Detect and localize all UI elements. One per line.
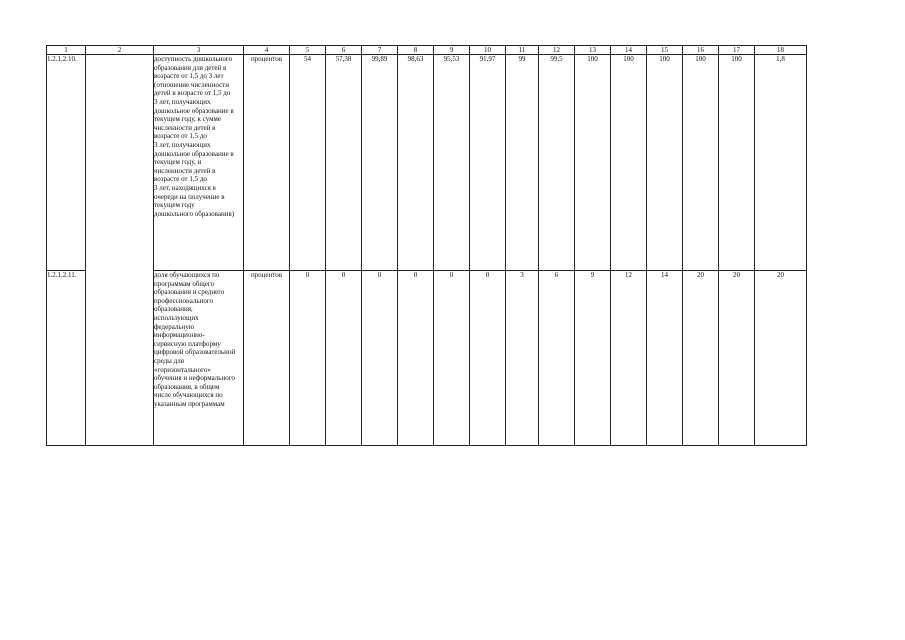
table-row xyxy=(47,55,807,271)
table-row xyxy=(47,271,807,446)
description-line: доступность дошкольного xyxy=(154,55,233,63)
value-cell: 99,89 xyxy=(362,55,398,271)
description-line: цифровой образовательной xyxy=(154,348,236,357)
empty-column-2 xyxy=(86,55,154,446)
value-cell: 99,5 xyxy=(539,55,575,271)
value-cell: 14 xyxy=(647,271,683,446)
value-cell: 57,38 xyxy=(326,55,362,271)
value-cell: 0 xyxy=(434,271,470,446)
column-header: 18 xyxy=(755,46,807,55)
description-line: текущем году xyxy=(154,201,195,210)
column-header: 7 xyxy=(362,46,398,55)
value-cell: 0 xyxy=(290,271,326,446)
value-cell: 20 xyxy=(683,271,719,446)
description-line: 3 лет, находящихся в xyxy=(154,183,216,192)
description-line: дошкольное образование в xyxy=(154,106,234,115)
value-cell: 99 xyxy=(506,55,539,271)
column-header: 15 xyxy=(647,46,683,55)
column-header: 10 xyxy=(470,46,506,55)
column-header: 8 xyxy=(398,46,434,55)
column-header: 6 xyxy=(326,46,362,55)
header-row xyxy=(47,46,807,55)
column-header: 9 xyxy=(434,46,470,55)
description-line: очереди на получение в xyxy=(154,192,225,201)
value-cell: 12 xyxy=(611,271,647,446)
description-line: профессионального xyxy=(154,296,214,305)
row-description xyxy=(154,55,244,271)
description-line: дошкольное образование в xyxy=(154,149,234,158)
column-header: 4 xyxy=(244,46,290,55)
indicators-table xyxy=(46,45,807,446)
description-line: образования, в общем xyxy=(154,382,220,391)
value-cell: 100 xyxy=(683,55,719,271)
column-header: 2 xyxy=(86,46,154,55)
column-header: 13 xyxy=(575,46,611,55)
description-line: возрасте от 1,5 до xyxy=(154,132,207,141)
column-header: 17 xyxy=(719,46,755,55)
description-line: возрасте от 1,5 до 3 лет xyxy=(154,72,224,81)
value-cell: 0 xyxy=(362,271,398,446)
description-line: образования и среднего xyxy=(154,288,225,297)
description-line: возрасте от 1,5 до xyxy=(154,175,207,184)
description-line: дошкольного образования) xyxy=(154,209,235,218)
column-header: 1 xyxy=(47,46,86,55)
description-line: текущем году, к сумме xyxy=(154,115,222,124)
column-header: 3 xyxy=(154,46,244,55)
description-line: численности детей в xyxy=(154,123,216,132)
value-cell: 0 xyxy=(326,271,362,446)
description-line: текущем году, и xyxy=(154,158,202,167)
description-line: 3 лет, получающих xyxy=(154,97,211,106)
description-line: доля обучающихся по xyxy=(154,271,220,279)
description-line: указанным программам xyxy=(154,399,225,408)
description-line: образования для детей в xyxy=(154,63,227,72)
description-line: сервисную платформу xyxy=(154,339,221,348)
column-header: 14 xyxy=(611,46,647,55)
description-line: численности детей в xyxy=(154,166,216,175)
value-cell: 100 xyxy=(575,55,611,271)
row-code: 1.2.1.2.11. xyxy=(47,271,86,446)
row-unit: процентов xyxy=(244,271,290,446)
value-cell: 20 xyxy=(719,271,755,446)
value-cell: 91,97 xyxy=(470,55,506,271)
column-header: 16 xyxy=(683,46,719,55)
description-line: федеральную xyxy=(154,322,195,331)
value-cell: 54 xyxy=(290,55,326,271)
description-line: числе обучающихся по xyxy=(154,391,223,400)
description-line: информационно- xyxy=(154,331,205,340)
value-cell: 100 xyxy=(719,55,755,271)
description-line: 3 лет, получающих xyxy=(154,140,211,149)
description-line: образования, xyxy=(154,305,193,314)
description-line: программам общего xyxy=(154,279,215,288)
value-cell: 0 xyxy=(398,271,434,446)
value-cell: 100 xyxy=(647,55,683,271)
value-cell: 6 xyxy=(539,271,575,446)
description-line: среды для xyxy=(154,356,184,365)
value-cell: 20 xyxy=(755,271,807,446)
column-header: 5 xyxy=(290,46,326,55)
value-cell: 9 xyxy=(575,271,611,446)
description-line: обучения и неформального xyxy=(154,374,235,383)
column-header: 11 xyxy=(506,46,539,55)
value-cell: 0 xyxy=(470,271,506,446)
description-line: «горизонтального» xyxy=(154,365,211,374)
row-code: 1.2.1.2.10. xyxy=(47,55,86,271)
description-line: (отношение численности xyxy=(154,80,229,89)
value-cell: 98,63 xyxy=(398,55,434,271)
description-line: детей в возрасте от 1,5 до xyxy=(154,89,231,98)
description-line: использующих xyxy=(154,313,199,322)
column-header: 12 xyxy=(539,46,575,55)
value-cell: 100 xyxy=(611,55,647,271)
value-cell: 3 xyxy=(506,271,539,446)
row-unit: процентов xyxy=(244,55,290,271)
value-cell: 95,53 xyxy=(434,55,470,271)
row-description xyxy=(154,271,244,446)
value-cell: 1,8 xyxy=(755,55,807,271)
